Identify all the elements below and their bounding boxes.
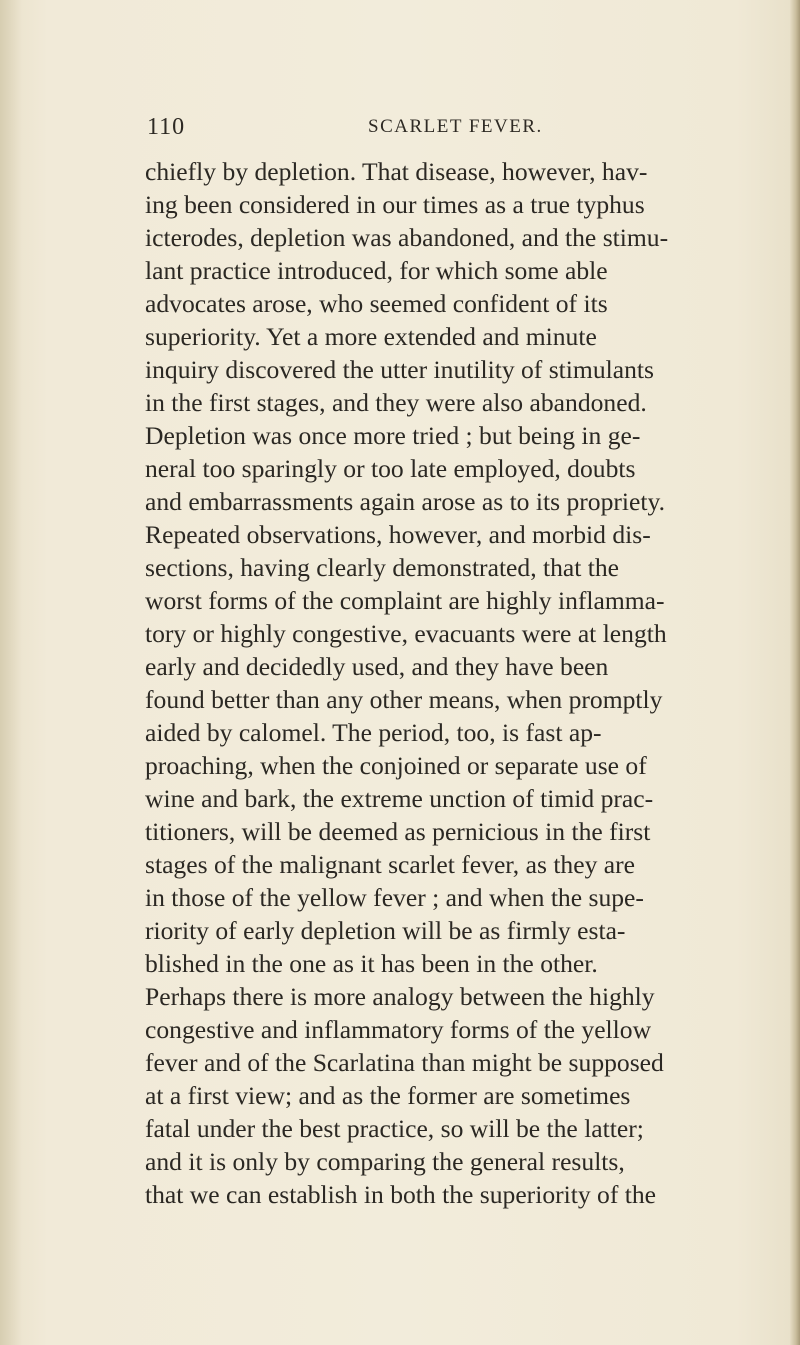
text-line: stages of the malignant scarlet fever, as they are [145,850,636,879]
text-line: Repeated observations, however, and morbid dis- [145,520,651,549]
text-line: fever and of the Scarlatina than might be supposed [145,1048,664,1077]
text-line: sections, having clearly demonstrated, that the [145,553,620,582]
text-line: riority of early depletion will be as firmly esta- [145,916,626,945]
text-line: inquiry discovered the utter inutility of stimulants [145,355,654,384]
text-line: chiefly by depletion. That disease, however, hav- [145,157,648,186]
running-title: SCARLET FEVER. [368,116,543,137]
page-gutter-shadow [0,0,22,1345]
text-line: congestive and inflammatory forms of the yellow [145,1015,652,1044]
text-line: found better than any other means, when promptly [145,685,663,714]
text-line: ing been considered in our times as a true typhus [145,190,645,219]
text-line: lant practice introduced, for which some able [145,256,608,285]
text-line: titioners, will be deemed as pernicious in the first [145,817,651,846]
text-line: wine and bark, the extreme unction of timid prac- [145,784,654,813]
text-line: icterodes, depletion was abandoned, and the stimu- [145,223,669,252]
text-line: worst forms of the complaint are highly inflamma- [145,586,665,615]
text-line: Depletion was once more tried ; but being in ge- [145,421,641,450]
text-line: blished in the one as it has been in the other. [145,949,598,978]
text-line: at a first view; and as the former are sometimes [145,1081,631,1110]
text-line: tory or highly congestive, evacuants were at length [145,619,667,648]
body-text [145,155,785,1211]
text-line: and it is only by comparing the general results, [145,1147,625,1176]
text-line: fatal under the best practice, so will be the latter; [145,1114,644,1143]
text-line: in the first stages, and they were also abandoned. [145,388,647,417]
text-line: aided by calomel. The period, too, is fast ap- [145,718,602,747]
text-line: Perhaps there is more analogy between the highly [145,982,655,1011]
text-line: and embarrassments again arose as to its propriety. [145,487,666,516]
text-line: that we can establish in both the superiority of the [145,1180,657,1209]
page-number: 110 [147,114,186,140]
page-edge [790,0,800,1345]
text-line: early and decidedly used, and they have been [145,652,609,681]
text-line: in those of the yellow fever ; and when the supe- [145,883,644,912]
text-line: proaching, when the conjoined or separate use of [145,751,647,780]
text-line: neral too sparingly or too late employed, doubts [145,454,636,483]
text-line: superiority. Yet a more extended and minute [145,322,597,351]
text-line: advocates arose, who seemed confident of its [145,289,608,318]
running-head [0,114,800,144]
